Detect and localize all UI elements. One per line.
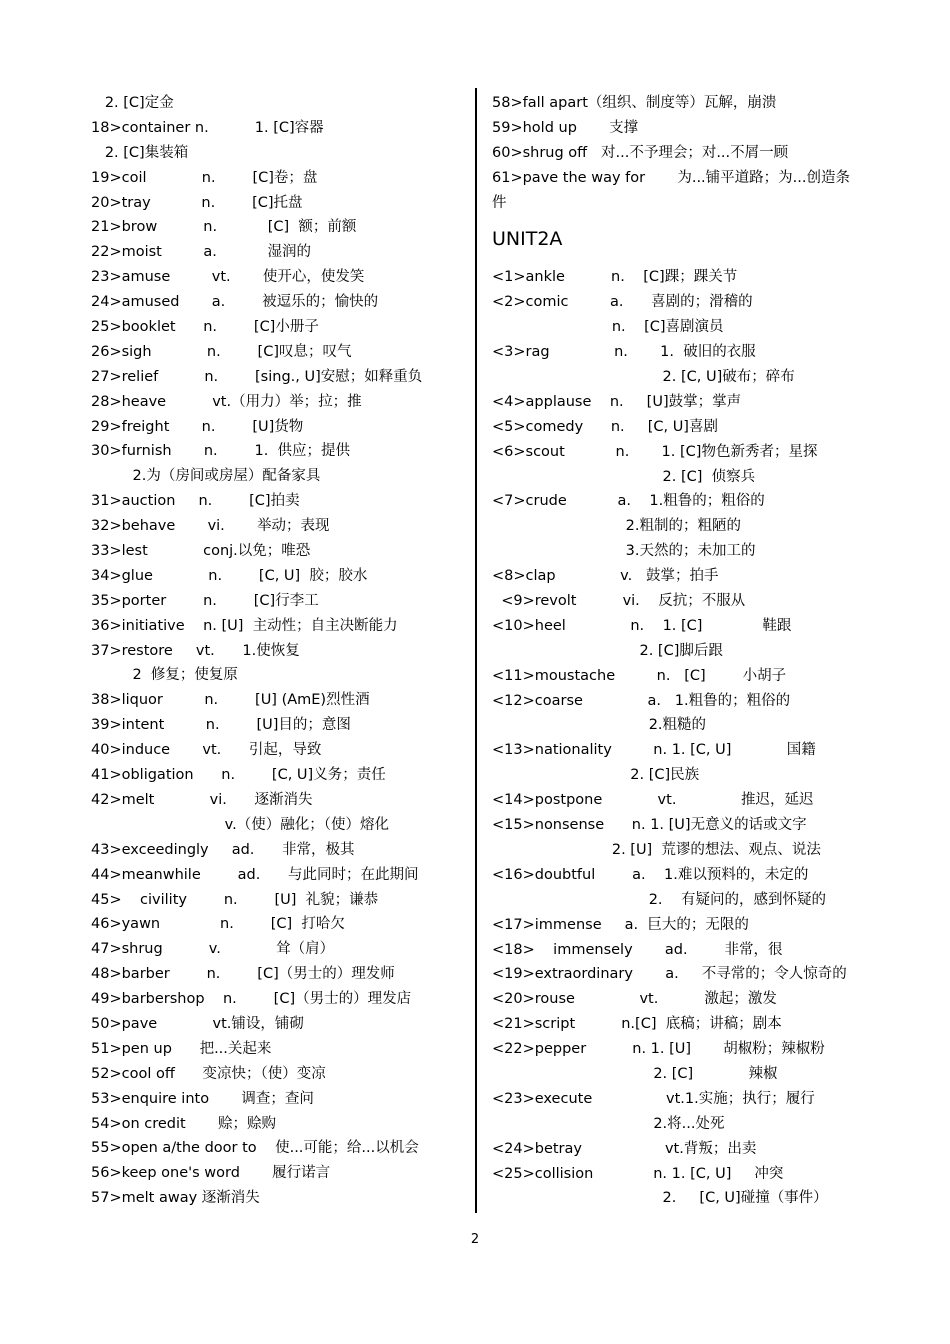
vocab-line: 25>booklet n. [C]小册子 <box>91 319 319 336</box>
vocab-line: <12>coarse a. 1.粗鲁的；粗俗的 <box>492 692 791 709</box>
vocab-line: 33>lest conj.以免；唯恐 <box>91 543 311 560</box>
vocab-line: 55>open a/the door to 使...可能；给...以机会 <box>91 1140 419 1157</box>
vocab-line: 51>pen up 把...关起来 <box>91 1040 272 1057</box>
vocab-line: <5>comedy n. [C, U]喜剧 <box>492 418 718 435</box>
vocab-line: <23>execute vt.1.实施；执行；履行 <box>492 1090 815 1107</box>
vocab-line: <7>crude a. 1.粗鲁的；粗俗的 <box>492 493 765 510</box>
vocab-line: 49>barbershop n. [C]（男士的）理发店 <box>91 991 412 1008</box>
vocab-line: 57>melt away 逐渐消失 <box>91 1190 260 1207</box>
vocab-line: 2 修复；使复原 <box>91 667 238 684</box>
vocab-line: 31>auction n. [C]拍卖 <box>91 493 300 510</box>
vocab-line: 2.为（房间或房屋）配备家具 <box>91 468 321 485</box>
vocab-line: 48>barber n. [C]（男士的）理发师 <box>91 966 395 983</box>
vocab-line: n. [C]喜剧演员 <box>492 319 724 336</box>
vocab-line: <1>ankle n. [C]踝；踝关节 <box>492 269 738 286</box>
vocab-line: <15>nonsense n. 1. [U]无意义的话或文字 <box>492 817 807 834</box>
vocab-line: 50>pave vt.铺设，铺砌 <box>91 1015 304 1032</box>
vocab-line: <18> immensely ad. 非常，很 <box>492 941 783 958</box>
left-column <box>91 91 471 1211</box>
vocab-line: 60>shrug off 对...不予理会；对...不屑一顾 <box>492 144 789 161</box>
vocab-line: <10>heel n. 1. [C] 鞋跟 <box>492 617 792 634</box>
vocab-line: 2. [C] 辣椒 <box>492 1065 778 1082</box>
vocab-line: 32>behave vi. 举动；表现 <box>91 518 330 535</box>
vocab-line: 52>cool off 变凉快；（使）变凉 <box>91 1065 326 1082</box>
vocab-line: 46>yawn n. [C] 打哈欠 <box>91 916 345 933</box>
vocab-line: 30>furnish n. 1. 供应；提供 <box>91 443 351 460</box>
vocab-line: 40>induce vt. 引起，导致 <box>91 742 322 759</box>
vocab-line: 2. [C, U]破布；碎布 <box>492 369 795 386</box>
vocab-line: 23>amuse vt. 使开心，使发笑 <box>91 269 365 286</box>
vocab-line: 21>brow n. [C] 额；前额 <box>91 219 357 236</box>
vocab-line: 2. [C, U]碰撞（事件） <box>492 1190 828 1207</box>
vocab-line: <25>collision n. 1. [C, U] 冲突 <box>492 1165 784 1182</box>
vocab-line: 43>exceedingly ad. 非常，极其 <box>91 841 355 858</box>
right-column-bottom <box>492 265 872 1211</box>
vocab-line: <13>nationality n. 1. [C, U] 国籍 <box>492 742 816 759</box>
vocab-line: <21>script n.[C] 底稿；讲稿；剧本 <box>492 1016 782 1033</box>
vocab-line: 42>melt vi. 逐渐消失 <box>91 791 313 808</box>
right-column-top <box>492 91 872 215</box>
vocab-line: <20>rouse vt. 激起；激发 <box>492 991 777 1008</box>
vocab-line: v.（使）融化；（使）熔化 <box>91 816 389 833</box>
vocab-line: <17>immense a. 巨大的；无限的 <box>492 916 749 933</box>
right-column <box>492 91 872 1211</box>
vocab-line: <24>betray vt.背叛；出卖 <box>492 1140 757 1157</box>
unit-heading: UNIT2A <box>492 228 563 251</box>
vocab-line: 58>fall apart（组织、制度等）瓦解，崩溃 <box>492 95 777 111</box>
vocab-line: 54>on credit 赊；赊购 <box>91 1115 276 1132</box>
vocab-line: <3>rag n. 1. 破旧的衣服 <box>492 344 756 361</box>
vocab-line: <8>clap v. 鼓掌；拍手 <box>492 568 719 585</box>
vocab-line: 53>enquire into 调查；查问 <box>91 1090 314 1107</box>
vocab-line: 45> civility n. [U] 礼貌；谦恭 <box>91 891 379 908</box>
vocab-line: 61>pave the way for 为...铺平道路；为...创造条 <box>492 169 850 186</box>
vocab-line: 2. [C] 侦察兵 <box>492 468 756 485</box>
vocab-line: 2.将...处死 <box>492 1115 725 1132</box>
vocab-line: <6>scout n. 1. [C]物色新秀者；星探 <box>492 443 818 460</box>
vocab-line: 2. 有疑问的，感到怀疑的 <box>492 891 826 908</box>
vocab-line: 26>sigh n. [C]叹息；叹气 <box>91 343 352 360</box>
vocab-line: 27>relief n. [sing., U]安慰；如释重负 <box>91 368 423 385</box>
vocab-line: 18>container n. 1. [C]容器 <box>91 119 324 136</box>
vocab-line: 47>shrug v. 耸（肩） <box>91 941 335 958</box>
vocab-line: 2.粗糙的 <box>492 717 707 734</box>
vocab-line: 2.粗制的；粗陋的 <box>492 518 741 535</box>
vocab-line: 24>amused a. 被逗乐的；愉快的 <box>91 294 379 311</box>
vocab-line: 38>liquor n. [U] (AmE)烈性酒 <box>91 692 370 709</box>
vocab-line: 29>freight n. [U]货物 <box>91 418 304 435</box>
vocab-line: <19>extraordinary a. 不寻常的；令人惊奇的 <box>492 966 847 983</box>
vocab-line: 41>obligation n. [C, U]义务；责任 <box>91 767 386 784</box>
vocab-line: 19>coil n. [C]卷；盘 <box>91 169 318 186</box>
column-divider <box>475 88 477 1213</box>
vocab-line: 44>meanwhile ad. 与此同时；在此期间 <box>91 866 419 883</box>
vocab-line: 2. [C]脚后跟 <box>492 642 723 659</box>
vocab-line: 2. [C]定金 <box>91 95 174 111</box>
vocab-line: <9>revolt vi. 反抗；不服从 <box>492 593 746 610</box>
vocab-line: 34>glue n. [C, U] 胶；胶水 <box>91 567 368 584</box>
vocab-line: 2. [C]民族 <box>492 767 700 784</box>
vocab-line: 件 <box>492 194 507 211</box>
page-number: 2 <box>470 1232 480 1247</box>
vocab-line: <22>pepper n. 1. [U] 胡椒粉；辣椒粉 <box>492 1041 825 1058</box>
vocab-line: 59>hold up 支撑 <box>492 119 639 136</box>
vocab-line: 22>moist a. 湿润的 <box>91 244 312 261</box>
vocab-line: 20>tray n. [C]托盘 <box>91 194 303 211</box>
vocab-line: 36>initiative n. [U] 主动性；自主决断能力 <box>91 617 398 634</box>
vocab-line: 2. [C]集装箱 <box>91 144 189 161</box>
vocab-line: 28>heave vt.（用力）举；拉；推 <box>91 393 362 410</box>
vocab-line: 56>keep one's word 履行诺言 <box>91 1165 331 1182</box>
vocab-line: <2>comic a. 喜剧的；滑稽的 <box>492 294 753 311</box>
vocab-line: <16>doubtful a. 1.难以预料的，未定的 <box>492 866 809 883</box>
vocab-line: 2. [U] 荒谬的想法、观点、说法 <box>492 841 821 858</box>
vocab-line: <11>moustache n. [C] 小胡子 <box>492 667 787 684</box>
vocab-line: 35>porter n. [C]行李工 <box>91 592 319 609</box>
vocab-line: 3.天然的；未加工的 <box>492 543 756 560</box>
vocab-line: <4>applause n. [U]鼓掌；掌声 <box>492 393 742 410</box>
vocab-line: 37>restore vt. 1.使恢复 <box>91 642 300 659</box>
vocab-line: 39>intent n. [U]目的；意图 <box>91 717 351 734</box>
vocab-line: <14>postpone vt. 推迟，延迟 <box>492 792 814 809</box>
